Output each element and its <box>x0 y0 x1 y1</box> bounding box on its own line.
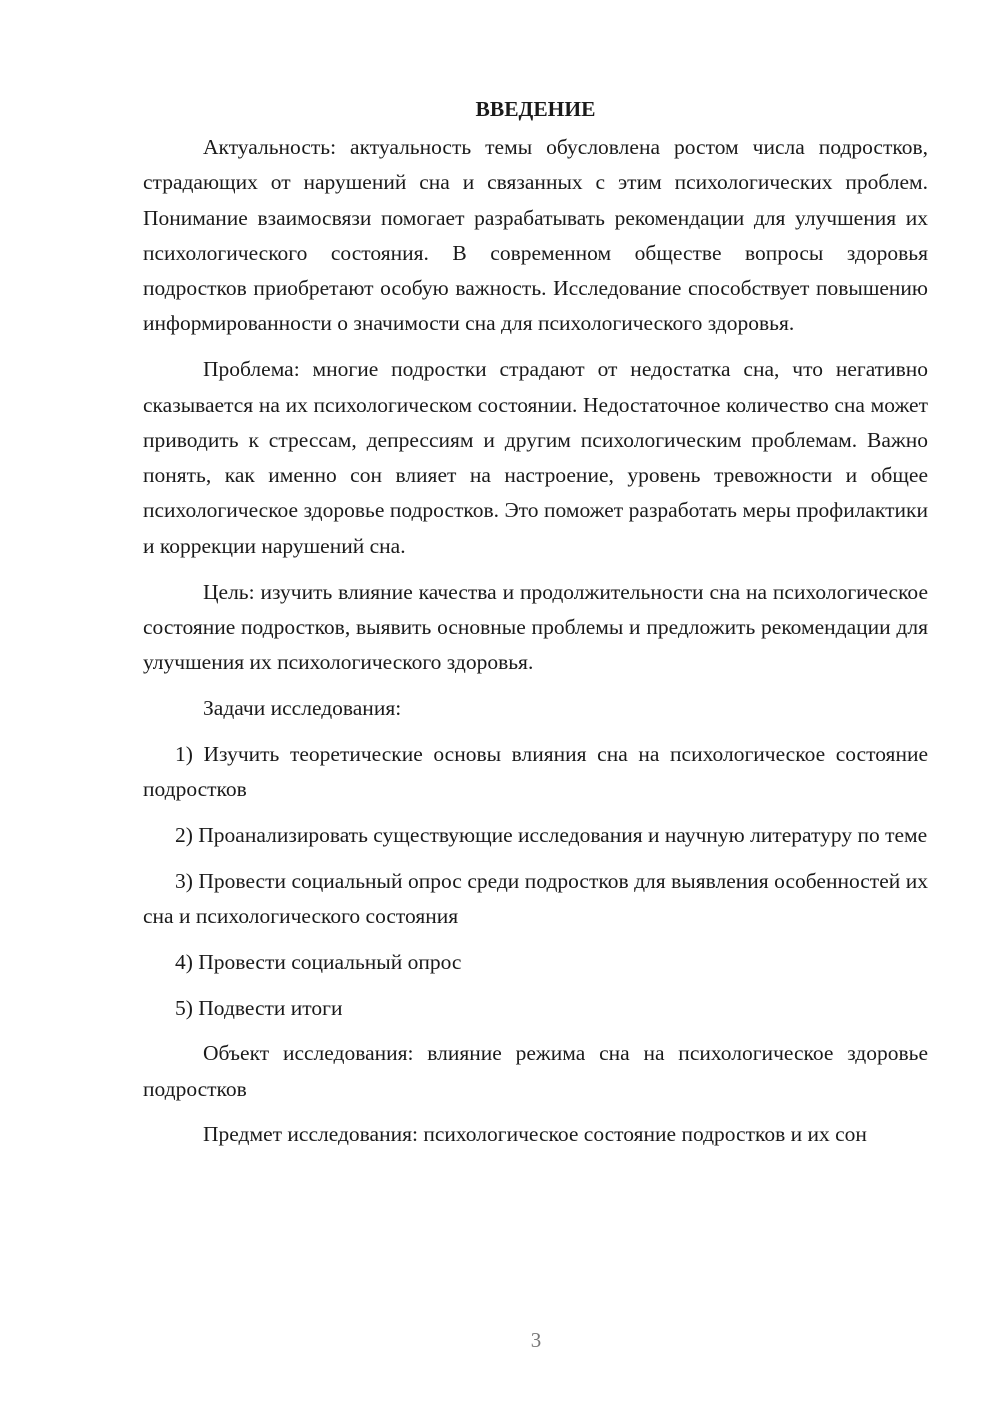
task-item-1: 1) Изучить теоретические основы влияния сна на психологическое состояние подростков <box>143 741 928 802</box>
task-item-3: 3) Провести социальный опрос среди подростков для выявления особенностей их сна и психологического состояния <box>143 868 928 928</box>
document-page <box>143 92 928 1153</box>
task-item-5: 5) Подвести итоги <box>175 995 343 1020</box>
problem-paragraph: Проблема: многие подростки страдают от недостатка сна, что негативно сказывается на их психологическом состоянии. Недостаточное количество сна может приводить к стрессам, депрессиям и другим психологическим проблемам. Важно понять, как именно сон влияет на настроение, уровень тревожности и общее психологическое здоровье подростков. Это поможет разработать меры профилактики и коррекции нарушений сна. <box>143 357 928 558</box>
task-item-4: 4) Провести социальный опрос <box>175 949 462 974</box>
page-number: 3 <box>530 1328 542 1352</box>
object-paragraph: Объект исследования: влияние режима сна на психологическое здоровье подростков <box>143 1041 928 1101</box>
relevance-paragraph: Актуальность: актуальность темы обусловлена ростом числа подростков, страдающих от нарушений сна и связанных с этим психологических проблем. Понимание взаимосвязи помогает разрабатывать рекомендации для улучшения их психологического состояния. В современном обществе вопросы здоровья подростков приобретают особую важность. Исследование способствует повышению информированности о значимости сна для психологического здоровья. <box>143 135 928 336</box>
tasks-heading: Задачи исследования: <box>203 695 402 720</box>
subject-paragraph: Предмет исследования: психологическое состояние подростков и их сон <box>203 1122 867 1147</box>
task-item-2: 2) Проанализировать существующие исследования и научную литературу по теме <box>175 822 928 847</box>
goal-paragraph: Цель: изучить влияние качества и продолжительности сна на психологическое состояние подростков, выявить основные проблемы и предложить рекомендации для улучшения их психологического здоровья. <box>143 579 928 675</box>
section-title: ВВЕДЕНИЕ <box>475 97 596 121</box>
